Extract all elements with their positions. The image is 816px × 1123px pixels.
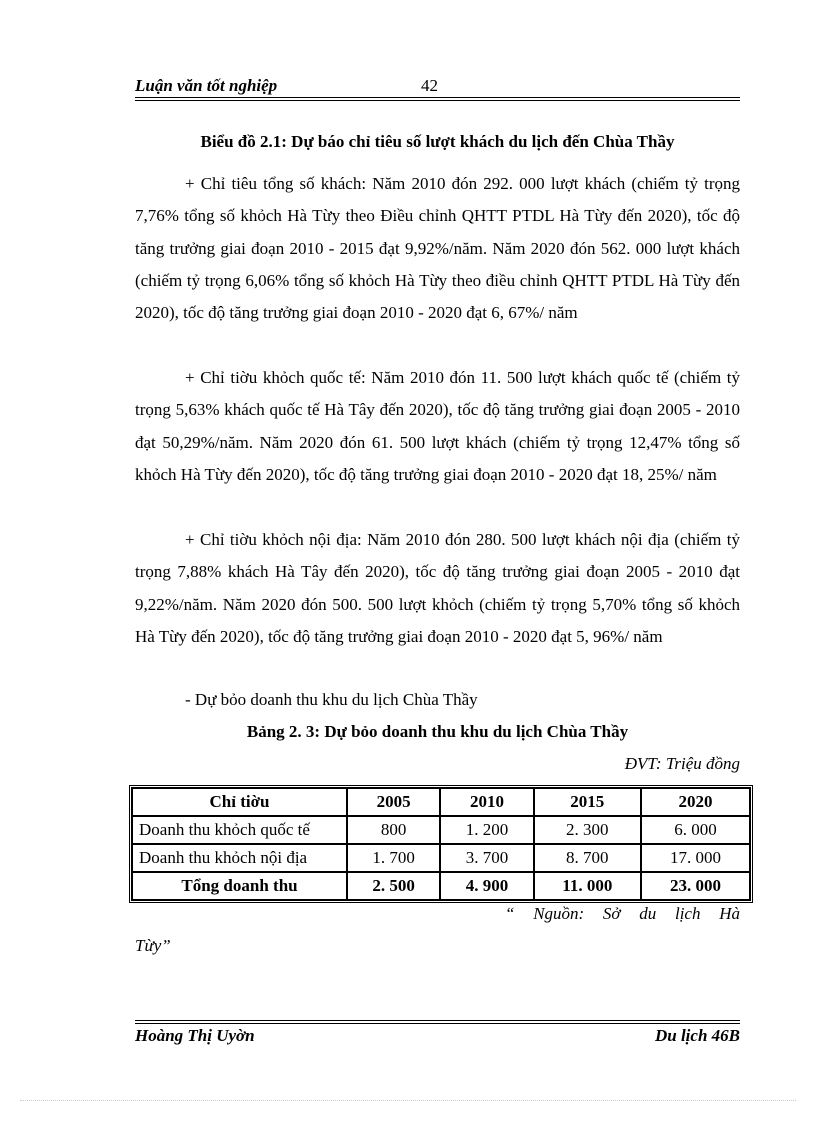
paragraph-international-visitors: + Chỉ tiờu khỏch quốc tế: Năm 2010 đón 11. 500 lượt khách quốc tế (chiếm tỷ trọng 5,63% khách quốc tế Hà Tây đến 2020), tốc độ tăng trưởng giai đoạn 2005 - 2010 đạt 50,29%/năm. Năm 2020 đón 61. 500 lượt khách (chiếm tỷ trọng 12,47% tổng số khỏch Hà Từy đến 2020), tốc độ tăng trưởng giai đoạn 2010 - 2020 đạt 18, 25%/ năm xyxy=(135,368,740,484)
table-title: Bảng 2. 3: Dự bỏo doanh thu khu du lịch Chùa Thầy xyxy=(246,722,629,741)
footer-rule-2 xyxy=(135,1023,740,1024)
table-header-cell: 2005 xyxy=(347,788,440,816)
footer-author: Hoàng Thị Uyờn xyxy=(135,1026,255,1045)
page-edge-divider xyxy=(20,1100,796,1101)
table-cell: 800 xyxy=(347,816,440,844)
table-total-row xyxy=(132,872,750,900)
revenue-forecast-heading: - Dự bỏo doanh thu khu du lịch Chùa Thầy xyxy=(185,690,478,709)
header-rule xyxy=(135,97,740,98)
chart-caption: Biểu đồ 2.1: Dự báo chỉ tiêu số lượt khách du lịch đến Chùa Thầy xyxy=(200,132,675,151)
header-rule-2 xyxy=(135,100,740,101)
table-cell: 8. 700 xyxy=(534,844,641,872)
table-cell: 3. 700 xyxy=(440,844,533,872)
table-cell: Doanh thu khỏch nội địa xyxy=(132,844,347,872)
table-row xyxy=(132,816,750,844)
table-cell: Doanh thu khỏch quốc tế xyxy=(132,816,347,844)
table-row xyxy=(132,844,750,872)
table-cell: 2. 500 xyxy=(347,872,440,900)
table-cell: Tổng doanh thu xyxy=(132,872,347,900)
table-source: “ Nguồn: Sở du lịch Hà Từy” xyxy=(135,904,740,956)
footer-class: Du lịch 46B xyxy=(654,1026,740,1045)
table-cell: 11. 000 xyxy=(534,872,641,900)
table-cell: 2. 300 xyxy=(534,816,641,844)
table-cell: 6. 000 xyxy=(641,816,750,844)
table-cell: 1. 200 xyxy=(440,816,533,844)
thesis-title: Luận văn tốt nghiệp xyxy=(135,76,278,95)
table-cell: 1. 700 xyxy=(347,844,440,872)
table-unit: ĐVT: Triệu đồng xyxy=(624,754,740,773)
table-header-cell: 2015 xyxy=(534,788,641,816)
page-header xyxy=(135,74,740,98)
table-header-cell: 2010 xyxy=(440,788,533,816)
paragraph-total-visitors: + Chỉ tiêu tổng số khách: Năm 2010 đón 292. 000 lượt khách (chiếm tỷ trọng 7,76% tổng số khỏch Hà Từy theo Điều chỉnh QHTT PTDL Hà Từy đến 2020), tốc độ tăng trưởng giai đoạn 2010 - 2015 đạt 9,92%/năm. Năm 2020 đón 562. 000 lượt khách (chiếm tỷ trọng 6,06% tổng số khỏch Hà Từy theo điều chỉnh QHTT PTDL Hà Từy đến 2020), tốc độ tăng trưởng giai đoạn 2010 - 2020 đạt 6, 67%/ năm xyxy=(135,174,740,323)
table-header-row xyxy=(132,788,750,816)
page-number: 42 xyxy=(421,76,438,95)
table-header-cell: Chỉ tiờu xyxy=(132,788,347,816)
table-cell: 23. 000 xyxy=(641,872,750,900)
footer-rule xyxy=(135,1020,740,1021)
paragraph-domestic-visitors: + Chỉ tiờu khỏch nội địa: Năm 2010 đón 280. 500 lượt khách nội địa (chiếm tỷ trọng 7,88% khách Hà Tây đến 2020), tốc độ tăng trưởng giai đoạn 2005 - 2010 đạt 9,22%/năm. Năm 2020 đón 500. 500 lượt khỏch (chiếm tỷ trọng 5,70% tổng số khỏch Hà Từy đến 2020), tốc độ tăng trưởng giai đoạn 2010 - 2020 đạt 5, 96%/ năm xyxy=(135,530,740,646)
table-header-cell: 2020 xyxy=(641,788,750,816)
revenue-table xyxy=(129,785,753,903)
table-cell: 17. 000 xyxy=(641,844,750,872)
table-cell: 4. 900 xyxy=(440,872,533,900)
